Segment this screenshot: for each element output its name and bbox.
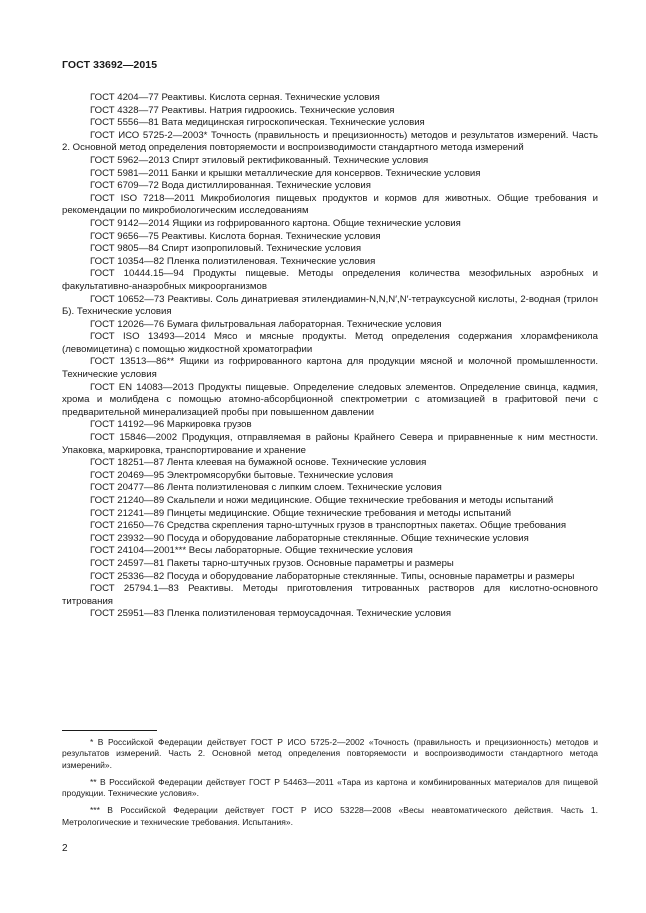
reference-item: ГОСТ 15846—2002 Продукция, отправляемая в районы Крайнего Севера и приравненные к ним местности. Упаковка, маркировка, транспортирование и хранение xyxy=(62,432,598,456)
reference-item: ГОСТ 9656—75 Реактивы. Кислота борная. Технические условия xyxy=(90,230,381,242)
reference-item: ГОСТ 4328—77 Реактивы. Натрия гидроокись. Технические условия xyxy=(90,104,395,116)
reference-item: ГОСТ 20477—86 Лента полиэтиленовая с липким слоем. Технические условия xyxy=(90,482,442,494)
reference-item: ГОСТ ISO 13493—2014 Мясо и мясные продукты. Метод определения содержания хлорамфеникола (левомицетина) с помощью жидкостной хроматографии xyxy=(62,331,598,355)
reference-item: ГОСТ 23932—90 Посуда и оборудование лабораторные стеклянные. Общие технические условия xyxy=(90,532,529,544)
reference-item: ГОСТ 18251—87 Лента клеевая на бумажной основе. Технические условия xyxy=(90,457,427,469)
reference-item: ГОСТ 10354—82 Пленка полиэтиленовая. Технические условия xyxy=(90,255,376,267)
footnotes xyxy=(62,730,598,834)
reference-item: ГОСТ 10444.15—94 Продукты пищевые. Методы определения количества мезофильных аэробных и факультативно-анаэробных микроорганизмов xyxy=(62,268,598,292)
reference-item: ГОСТ EN 14083—2013 Продукты пищевые. Определение следовых элементов. Определение свинца, кадмия, хрома и молибдена с помощью атомно-абсорбционной спектрометрии с атомизацией в графитовой печи с предварительной минерализацией пробы при повышенном давлении xyxy=(62,381,598,418)
reference-item: ГОСТ 9805—84 Спирт изопропиловый. Технические условия xyxy=(90,243,362,255)
footnote: ** В Российской Федерации действует ГОСТ Р 54463—2011 «Тара из картона и комбинированных материалов для пищевой продукции. Технические условия». xyxy=(62,776,598,799)
reference-item: ГОСТ 21650—76 Средства скрепления тарно-штучных грузов в транспортных пакетах. Общие требования xyxy=(90,520,567,532)
reference-item: ГОСТ 21241—89 Пинцеты медицинские. Общие технические требования и методы испытаний xyxy=(90,507,512,519)
reference-item: ГОСТ 4204—77 Реактивы. Кислота серная. Технические условия xyxy=(90,92,380,103)
reference-item: ГОСТ 24104—2001*** Весы лабораторные. Общие технические условия xyxy=(90,545,413,557)
reference-item: ГОСТ 25794.1—83 Реактивы. Методы приготовления титрованных растворов для кислотно-основного титрования xyxy=(62,583,598,607)
normative-references xyxy=(62,92,598,621)
footnote: * В Российской Федерации действует ГОСТ Р ИСО 5725-2—2002 «Точность (правильность и прецизионность) методов и результатов измерений. Часть 2. Основной метод определения повторяемости и воспроизводимости стандартного метода измерений». xyxy=(62,737,598,770)
footnote-divider xyxy=(62,730,157,731)
reference-item: ГОСТ 24597—81 Пакеты тарно-штучных грузов. Основные параметры и размеры xyxy=(90,557,454,569)
reference-item: ГОСТ 20469—95 Электромясорубки бытовые. Технические условия xyxy=(90,469,394,481)
reference-item: ГОСТ ИСО 5725-2—2003* Точность (правильность и прецизионность) методов и результатов измерений. Часть 2. Основной метод определения повторяемости и воспроизводимости стандартного метода измерений xyxy=(62,129,598,154)
reference-item: ГОСТ 5556—81 Вата медицинская гигроскопическая. Технические условия xyxy=(90,117,425,129)
reference-item: ГОСТ ISO 7218—2011 Микробиология пищевых продуктов и кормов для животных. Общие требования и рекомендации по микробиологическим исследованиям xyxy=(62,192,598,217)
reference-item: ГОСТ 25951—83 Пленка полиэтиленовая термоусадочная. Технические условия xyxy=(90,608,452,620)
reference-item: ГОСТ 21240—89 Скальпели и ножи медицинские. Общие технические требования и методы испытаний xyxy=(90,495,554,506)
reference-item: ГОСТ 25336—82 Посуда и оборудование лабораторные стеклянные. Типы, основные параметры и размеры xyxy=(90,570,575,582)
reference-item: ГОСТ 5962—2013 Спирт этиловый ректификованный. Технические условия xyxy=(90,154,429,166)
page-header-title: ГОСТ 33692—2015 xyxy=(62,59,158,71)
reference-item: ГОСТ 6709—72 Вода дистиллированная. Технические условия xyxy=(90,180,371,192)
reference-item: ГОСТ 5981—2011 Банки и крышки металлические для консервов. Технические условия xyxy=(90,167,481,179)
reference-item: ГОСТ 13513—86** Ящики из гофрированного картона для продукции мясной и молочной промышленности. Технические условия xyxy=(62,356,598,381)
footnote: *** В Российской Федерации действует ГОСТ Р ИСО 53228—2008 «Весы неавтоматического действия. Часть 1. Метрологические и технические требования. Испытания». xyxy=(62,805,598,827)
reference-item: ГОСТ 14192—96 Маркировка грузов xyxy=(90,419,252,431)
reference-item: ГОСТ 10652—73 Реактивы. Соль динатриевая этилендиамин-N,N,N′,N′-тетрауксусной кислоты, 2-водная (трилон Б). Технические условия xyxy=(62,293,598,318)
reference-item: ГОСТ 12026—76 Бумага фильтровальная лабораторная. Технические условия xyxy=(90,318,442,330)
page-number: 2 xyxy=(62,843,68,854)
reference-item: ГОСТ 9142—2014 Ящики из гофрированного картона. Общие технические условия xyxy=(90,217,461,229)
